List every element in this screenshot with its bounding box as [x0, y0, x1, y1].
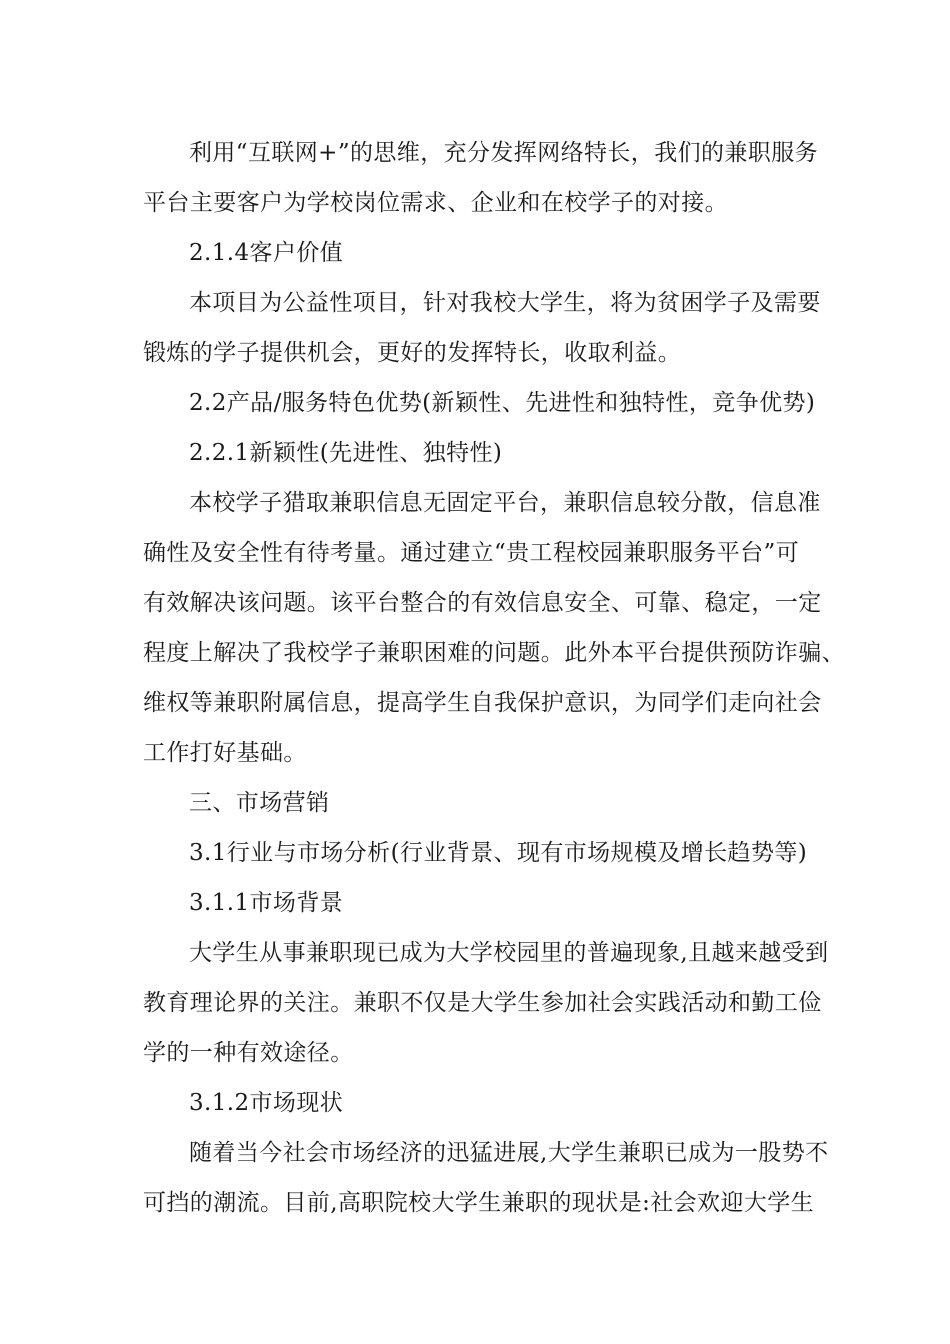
text-line: 平台主要客户为学校岗位需求、企业和在校学子的对接。: [143, 190, 728, 216]
text-line: 程度上解决了我校学子兼职困难的问题。此外本平台提供预防诈骗、: [143, 640, 845, 666]
paragraph-market-background: [143, 928, 829, 1078]
section-heading-3-1-2: [143, 1078, 823, 1128]
text-line: 大学生从事兼职现已成为大学校园里的普遍现象,且越来越受到: [189, 940, 829, 966]
document-body: [143, 128, 845, 1228]
heading-text: 三、市场营销: [189, 790, 330, 816]
heading-text: 2.2.1新颖性(先进性、独特性): [189, 440, 503, 466]
heading-text: 3.1行业与市场分析(行业背景、现有市场规模及增长趋势等): [189, 840, 808, 866]
text-line: 锻炼的学子提供机会，更好的发挥特长，收取利益。: [143, 340, 682, 366]
section-heading-2-1-4: [143, 228, 823, 278]
paragraph-novelty: [143, 478, 845, 778]
section-heading-2-2-1: [143, 428, 823, 478]
text-line: 本校学子猎取兼职信息无固定平台，兼职信息较分散，信息准: [189, 490, 821, 516]
section-heading-3-1-1: [143, 878, 823, 928]
section-heading-3: [143, 778, 823, 828]
heading-text: 2.2产品/服务特色优势(新颖性、先进性和独特性，竞争优势): [189, 390, 816, 416]
heading-text: 2.1.4客户价值: [189, 240, 344, 266]
text-line: 学的一种有效途径。: [143, 1040, 354, 1066]
heading-text: 3.1.1市场背景: [189, 890, 344, 916]
section-heading-2-2: [143, 378, 823, 428]
text-line: 本项目为公益性项目，针对我校大学生，将为贫困学子及需要: [189, 290, 821, 316]
text-line: 可挡的潮流。目前,高职院校大学生兼职的现状是:社会欢迎大学生: [143, 1190, 815, 1216]
text-line: 确性及安全性有待考量。通过建立“贵工程校园兼职服务平台”可: [143, 540, 800, 566]
text-line: 随着当今社会市场经济的迅猛进展,大学生兼职已成为一股势不: [189, 1140, 829, 1166]
heading-text: 3.1.2市场现状: [189, 1090, 344, 1116]
text-line: 利用“互联网+”的思维，充分发挥网络特长，我们的兼职服务: [189, 140, 818, 166]
paragraph-market-status: [143, 1128, 829, 1228]
paragraph-internet-plus: [143, 128, 823, 228]
text-line: 教育理论界的关注。兼职不仅是大学生参加社会实践活动和勤工俭: [143, 990, 822, 1016]
text-line: 有效解决该问题。该平台整合的有效信息安全、可靠、稳定，一定: [143, 590, 822, 616]
text-line: 工作打好基础。: [143, 740, 307, 766]
section-heading-3-1: [143, 828, 823, 878]
paragraph-customer-value: [143, 278, 823, 378]
text-line: 维权等兼职附属信息，提高学生自我保护意识，为同学们走向社会: [143, 690, 822, 716]
